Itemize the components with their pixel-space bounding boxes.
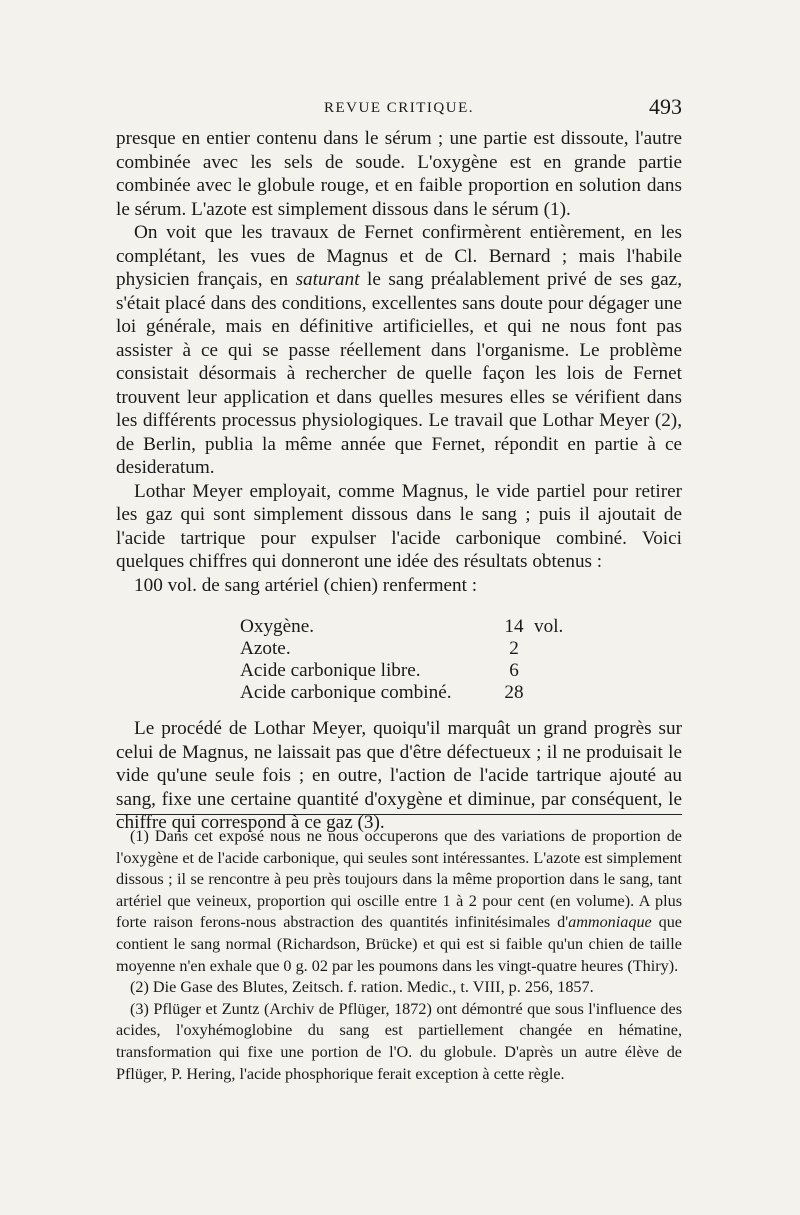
page-number: 493 [649,94,682,119]
table-row [240,637,682,659]
footnote-1-text-b: que contient le sang normal (Richardson, Brücke) et qui est si faible qu'un chien de taille moyenne n'en exhale que 0 g. 02 par les poumons dans les vingt-quatre heures (Thiry). [116,913,682,975]
table-value: 14 [504,616,524,637]
main-text [116,127,682,835]
footnote-2: (2) Die Gase des Blutes, Zeitsch. f. ration. Medic., t. VIII, p. 256, 1857. [130,978,594,997]
paragraph-3: Lothar Meyer employait, comme Magnus, le vide partiel pour retirer les gaz qui sont simplement dissous dans le sang ; puis il ajoutait de l'acide tartrique pour expulser l'acide carbonique combiné. Voici quelques chiffres qui donneront une idée des résultats obtenus : [116,480,682,572]
footnote-1 [116,826,682,977]
gas-table [116,615,682,703]
table-label: Oxygène. [240,616,315,637]
table-value: 6 [509,660,519,681]
footnote-divider [116,814,682,815]
table-row [240,659,682,681]
paragraph-4: 100 vol. de sang artériel (chien) renferment : [134,574,478,596]
paragraph-2 [116,221,682,480]
table-row [240,615,682,637]
footnote-1-text-a: (1) Dans cet exposé nous ne nous occuperons que des variations de proportion de l'oxygène et de l'acide carbonique, qui seules sont intéressantes. L'azote est simplement dissous ; il se rencontre à peu près toujours dans la même proportion dans le sang, tant artériel que veineux, proportion qui oscille entre 1 à 2 pour cent (en volume). A plus forte raison ferons-nous abstraction des quantités infinitésimales d' [116,827,682,932]
table-label: Acide carbonique libre. [240,660,421,681]
footnotes [116,826,682,1085]
paragraph-5: Le procédé de Lothar Meyer, quoiqu'il marquât un grand progrès sur celui de Magnus, ne laissait pas que d'être défectueux ; il ne produisait le vide qu'une seule fois ; en outre, l'action de l'acide tartrique ajouté au sang, fixe une certaine quantité d'oxygène et diminue, par conséquent, le chiffre qui correspond à ce gaz (3). [116,718,682,833]
table-label: Azote. [240,638,291,659]
paragraph-2-text-b: le sang préalablement privé de ses gaz, s'était placé dans des conditions, excellentes sans doute pour dégager une loi générale, mais en définitive artificielles, et qui ne nous font pas assister à ce qui se passe réellement dans l'organisme. Le problème consistait désormais à rechercher de quelle façon les lois de Fernet trouvent leur application et dans quelles mesures elles se vérifient dans les différents processus physiologiques. Le travail que Lothar Meyer (2), de Berlin, publia la même année que Fernet, répondit en partie à ce desideratum. [116,269,682,478]
paragraph-2-text-a: On voit que les travaux de Fernet confirmèrent entièrement, en les complétant, les vues de Magnus et de Cl. Bernard ; mais l'habile physicien français, en [116,222,682,290]
table-value: 28 [504,682,524,703]
table-unit: vol. [534,616,564,637]
table-label: Acide carbonique combiné. [240,682,452,703]
emphasis-saturant: saturant [295,269,360,290]
page-header [116,94,682,124]
table-row [240,681,682,703]
emphasis-ammoniaque: ammoniaque [568,913,652,932]
footnote-3: (3) Pflüger et Zuntz (Archiv de Pflüger, 1872) ont démontré que sous l'influence des acides, l'oxyhémoglobine du sang est partiellement changée en hématine, transformation qui fixe une portion de l'O. du globule. D'après un autre élève de Pflüger, P. Hering, l'acide phosphorique ferait exception à cette règle. [116,999,682,1083]
table-value: 2 [509,638,519,659]
paragraph-1: presque en entier contenu dans le sérum ; une partie est dissoute, l'autre combinée avec les sels de soude. L'oxygène est en grande partie combinée avec le globule rouge, et en faible proportion en solution dans le sérum. L'azote est simplement dissous dans le sérum (1). [116,128,682,220]
running-title: REVUE CRITIQUE. [324,100,474,116]
